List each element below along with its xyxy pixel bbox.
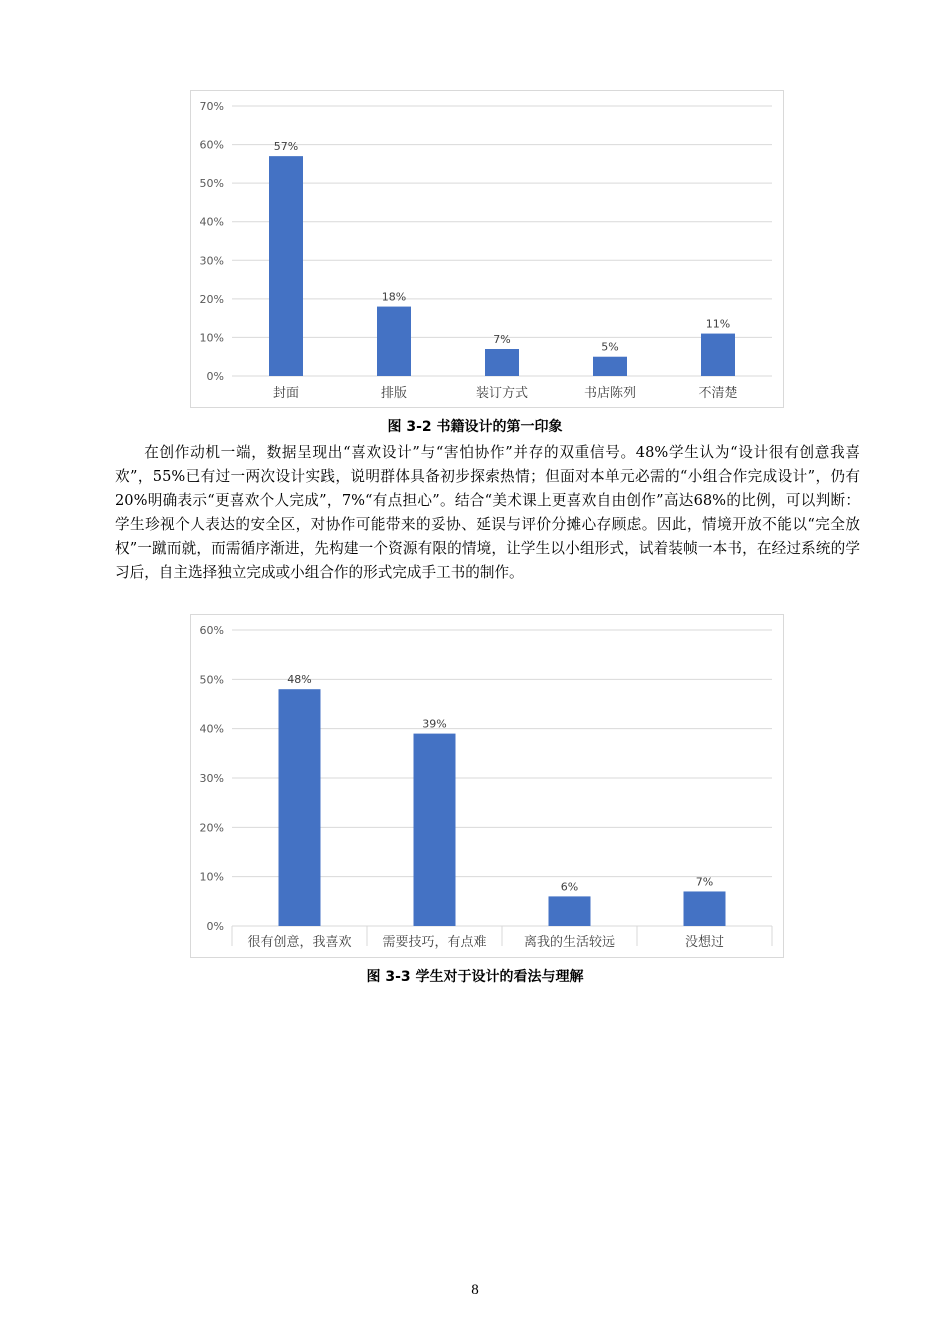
figure-caption-3-2: 图 3-2 书籍设计的第一印象	[387, 419, 563, 435]
y-tick-label: 60%	[199, 624, 224, 637]
y-tick-label: 30%	[199, 254, 224, 268]
data-label: 11%	[705, 317, 731, 331]
y-tick-label: 0%	[206, 920, 224, 933]
y-tick-label: 50%	[199, 177, 224, 191]
data-label: 48%	[287, 673, 312, 687]
bar	[701, 334, 735, 376]
data-label: 39%	[422, 717, 447, 731]
category-label: 需要技巧，有点难	[382, 935, 487, 950]
category-label: 没想过	[684, 935, 725, 950]
bar	[684, 891, 726, 926]
category-label: 不清楚	[698, 386, 738, 401]
bar-chart-2	[191, 615, 783, 957]
y-tick-label: 10%	[199, 331, 224, 345]
category-label: 离我的生活较远	[523, 935, 616, 950]
bar	[485, 349, 519, 376]
bar	[414, 734, 456, 926]
data-label: 7%	[695, 875, 714, 889]
category-label: 装订方式	[475, 386, 529, 401]
y-tick-label: 60%	[199, 138, 224, 152]
data-label: 7%	[493, 333, 511, 346]
y-tick-label: 0%	[206, 370, 224, 383]
y-tick-label: 40%	[199, 215, 224, 229]
category-label: 书店陈列	[583, 386, 637, 401]
bar-chart-1	[191, 91, 783, 407]
category-label: 封面	[272, 386, 300, 401]
page-number: 8	[471, 1282, 479, 1298]
data-label: 5%	[601, 340, 619, 354]
data-label: 6%	[560, 880, 579, 894]
category-label: 很有创意，我喜欢	[247, 935, 352, 950]
bar	[279, 689, 321, 926]
y-tick-label: 50%	[199, 673, 224, 687]
bar	[269, 156, 303, 376]
data-label: 57%	[273, 140, 299, 154]
y-tick-label: 10%	[199, 870, 224, 884]
y-tick-label: 20%	[199, 821, 224, 835]
y-tick-label: 30%	[199, 772, 224, 785]
bar	[593, 357, 627, 376]
body-paragraph: 在创作动机一端，数据呈现出“喜欢设计”与“害怕协作”并存的双重信号。48%学生认为“设计很有创意我喜欢”，55%已有过一两次设计实践，说明群体具备初步探索热情；但面对本单元必需的“小组合作完成设计”，仍有20%明确表示“更喜欢个人完成”，7%“有点担心”。结合“美术课上更喜欢自由创作”高达68%的比例，可以判断：学生珍视个人表达的安全区，对协作可能带来的妥协、延误与评价分摊心存顾虑。因此，情境开放不能以“完全放权”一蹴而就，而需循序渐进，先构建一个资源有限的情境，让学生以小组形式，试着装帧一本书，在经过系统的学习后，自主选择独立完成或小组合作的形式完成手工书的制作。	[115, 444, 860, 581]
chart-design-views	[190, 614, 784, 958]
bar	[377, 307, 411, 376]
chart-book-design-impression	[190, 90, 784, 408]
y-tick-label: 70%	[199, 100, 224, 113]
data-label: 18%	[381, 290, 407, 304]
bar	[549, 896, 591, 926]
figure-caption-3-3: 图 3-3 学生对于设计的看法与理解	[366, 969, 584, 985]
y-tick-label: 40%	[199, 722, 224, 736]
y-tick-label: 20%	[199, 292, 224, 306]
category-label: 排版	[380, 386, 408, 401]
